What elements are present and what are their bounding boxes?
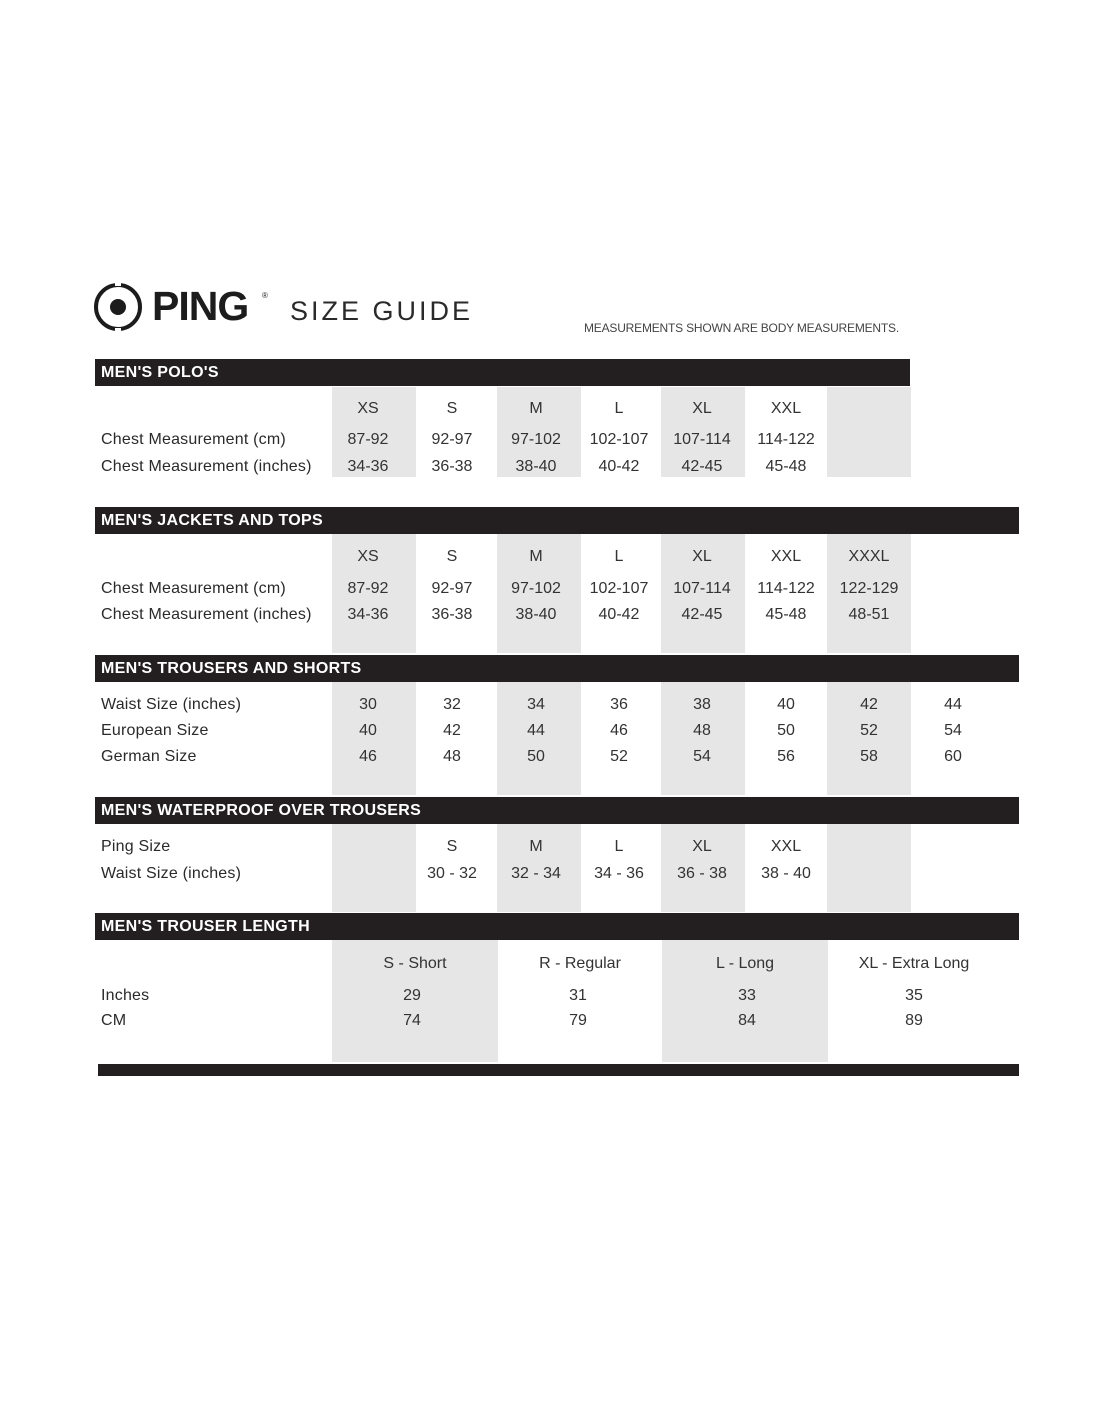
size-header: XS [357,548,379,565]
length-header: S - Short [383,955,447,972]
table-cell: S [446,838,458,855]
table-cell: 34 - 36 [594,865,644,882]
size-header: M [529,548,543,565]
table-cell: 44 [944,696,962,713]
table-cell: 48-51 [848,606,890,623]
table-cell: 40 [777,696,795,713]
table-cell: 30 - 32 [427,865,477,882]
table-cell: 92-97 [431,431,473,448]
table-cell: 36 [610,696,628,713]
table-cell: 35 [905,987,923,1004]
table-cell: L [614,838,624,855]
table-cell: 46 [610,722,628,739]
table-cell: 102-107 [589,580,649,597]
row-label: Chest Measurement (cm) [101,580,286,597]
column-shade [827,824,911,912]
size-header: L [614,548,624,565]
table-cell: M [529,838,543,855]
table-cell: 102-107 [589,431,649,448]
table-cell: 74 [403,1012,421,1029]
table-cell: 97-102 [511,580,561,597]
row-label: Ping Size [101,838,171,855]
table-cell: 38-40 [515,458,557,475]
size-header: S [446,548,458,565]
column-shade [332,824,416,912]
row-label: Inches [101,987,150,1004]
size-header: XXL [770,400,802,417]
table-cell: 97-102 [511,431,561,448]
row-label: Chest Measurement (cm) [101,431,286,448]
table-cell: 122-129 [839,580,899,597]
length-header: L - Long [715,955,775,972]
table-cell: 29 [403,987,421,1004]
table-cell: 50 [777,722,795,739]
table-cell: 92-97 [431,580,473,597]
row-label: German Size [101,748,197,765]
table-cell: 56 [777,748,795,765]
table-cell: 38 - 40 [761,865,811,882]
table-cell: 32 - 34 [511,865,561,882]
brand-logo: PING [152,283,249,329]
table-cell: 40-42 [598,458,640,475]
table-cell: 60 [944,748,962,765]
table-cell: 52 [860,722,878,739]
section-header-waterproof: MEN'S WATERPROOF OVER TROUSERS [95,797,1019,824]
table-cell: 87-92 [347,580,389,597]
table-cell: 45-48 [765,606,807,623]
size-header: S [446,400,458,417]
table-cell: 54 [944,722,962,739]
table-cell: 33 [738,987,756,1004]
section-header-trousers: MEN'S TROUSERS AND SHORTS [95,655,1019,682]
table-cell: XXL [770,838,802,855]
table-cell: XL [692,838,712,855]
table-cell: 107-114 [673,431,731,448]
table-cell: 42-45 [681,458,723,475]
table-cell: 34 [527,696,545,713]
table-cell: 31 [569,987,587,1004]
row-label: CM [101,1012,127,1029]
length-header: XL - Extra Long [858,955,970,972]
table-cell: 87-92 [347,431,389,448]
table-cell: 36-38 [431,606,473,623]
size-header: L [614,400,624,417]
page-title: SIZE GUIDE [290,296,474,326]
size-header: XS [357,400,379,417]
table-cell: 44 [527,722,545,739]
section-header-jackets: MEN'S JACKETS AND TOPS [95,507,1019,534]
table-cell: 40-42 [598,606,640,623]
size-header: XXL [770,548,802,565]
size-header: XL [692,400,712,417]
registered-mark: ® [262,291,268,300]
table-cell: 89 [905,1012,923,1029]
table-cell: 38-40 [515,606,557,623]
bottom-divider [98,1064,1019,1076]
table-cell: 114-122 [757,580,815,597]
ping-logo-icon [93,282,143,332]
row-label: Waist Size (inches) [101,696,242,713]
size-header: XL [692,548,712,565]
table-cell: 48 [693,722,711,739]
table-cell: 34-36 [347,458,389,475]
table-cell: 46 [359,748,377,765]
table-cell: 52 [610,748,628,765]
column-shade [827,387,911,477]
table-cell: 36-38 [431,458,473,475]
table-cell: 42 [443,722,461,739]
table-cell: 32 [443,696,461,713]
table-cell: 40 [359,722,377,739]
row-label: Chest Measurement (inches) [101,458,312,475]
row-label: Waist Size (inches) [101,865,242,882]
table-cell: 42 [860,696,878,713]
section-header-polo: MEN'S POLO'S [95,359,910,386]
table-cell: 114-122 [757,431,815,448]
length-header: R - Regular [539,955,621,972]
row-label: European Size [101,722,209,739]
table-cell: 58 [860,748,878,765]
table-cell: 50 [527,748,545,765]
table-cell: 36 - 38 [677,865,727,882]
table-cell: 45-48 [765,458,807,475]
size-header: XXXL [848,548,890,565]
measurement-note: MEASUREMENTS SHOWN ARE BODY MEASUREMENTS. [584,321,899,335]
table-cell: 84 [738,1012,756,1029]
section-header-length: MEN'S TROUSER LENGTH [95,913,1019,940]
table-cell: 54 [693,748,711,765]
table-cell: 107-114 [673,580,731,597]
table-cell: 79 [569,1012,587,1029]
size-header: M [529,400,543,417]
table-cell: 34-36 [347,606,389,623]
table-cell: 30 [359,696,377,713]
row-label: Chest Measurement (inches) [101,606,312,623]
table-cell: 38 [693,696,711,713]
table-cell: 42-45 [681,606,723,623]
table-cell: 48 [443,748,461,765]
